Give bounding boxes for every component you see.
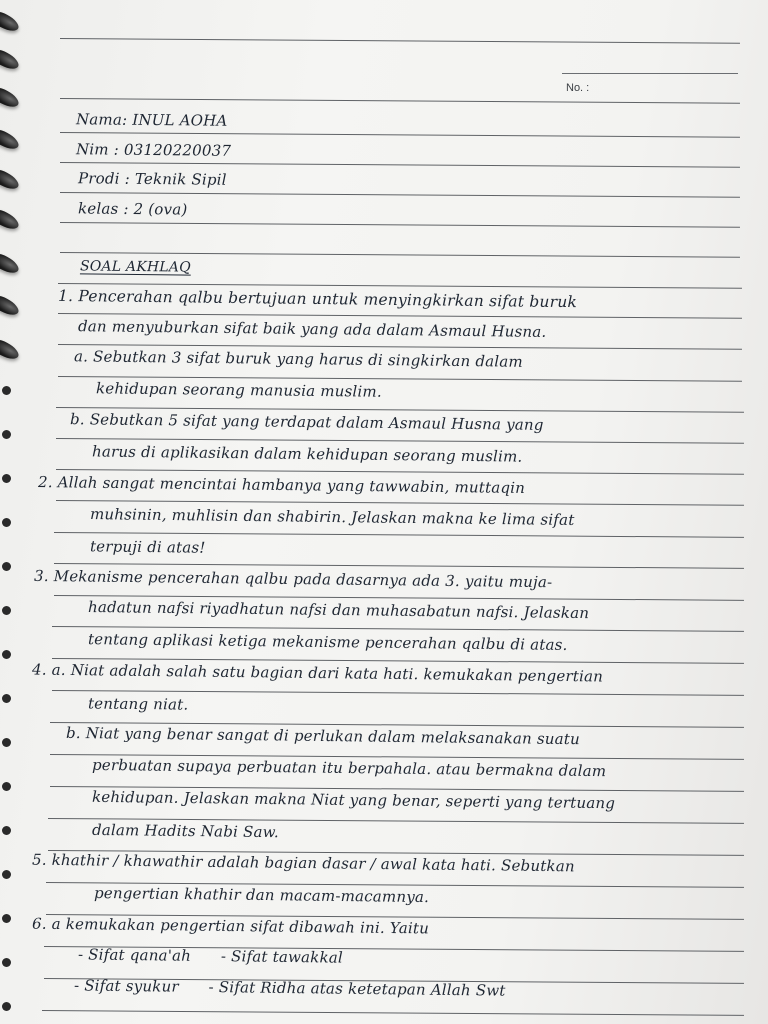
punch-hole [2, 738, 11, 747]
spiral-ring [0, 205, 21, 232]
kelas-line: kelas : 2 (ova) [77, 199, 188, 219]
body-line: tentang aplikasi ketiga mekanisme pencerahan qalbu di atas. [87, 630, 568, 654]
punch-hole [2, 474, 11, 483]
ruled-line [60, 162, 740, 168]
number-field-line [562, 73, 738, 74]
ruled-line [42, 1010, 744, 1016]
punch-hole [2, 782, 11, 791]
body-line: tentang niat. [87, 694, 189, 714]
punch-hole [2, 386, 11, 395]
body-line: a. Sebutkan 3 sifat buruk yang harus di singkirkan dalam [73, 347, 524, 371]
punch-hole [2, 870, 11, 879]
body-line: - Sifat syukur - Sifat Ridha atas ketetapan Allah Swt [73, 976, 506, 1000]
punch-hole [2, 826, 11, 835]
body-line: kehidupan. Jelaskan makna Niat yang benar, seperti yang tertuang [91, 787, 616, 813]
punch-hole [2, 562, 11, 571]
body-line: muhsinin, muhlisin dan shabirin. Jelaskan makna ke lima sifat [89, 505, 575, 529]
nim-line: Nim : 03120220037 [75, 140, 232, 160]
prodi-line: Prodi : Teknik Sipil [77, 169, 227, 189]
spiral-ring [0, 291, 21, 318]
name-line: Nama: INUL AOHA [75, 110, 228, 130]
body-line: - Sifat qana'ah - Sifat tawakkal [77, 945, 344, 967]
punch-hole [2, 606, 11, 615]
body-line: b. Sebutkan 5 sifat yang terdapat dalam Asmaul Husna yang [69, 410, 544, 434]
punch-hole [2, 650, 11, 659]
punch-hole [2, 958, 11, 967]
spiral-ring [0, 165, 21, 192]
body-line: 4. a. Niat adalah salah satu bagian dari kata hati. kemukakan pengertian [31, 660, 604, 686]
body-line: perbuatan supaya perbuatan itu berpahala. atau bermakna dalam [91, 755, 607, 781]
ruled-line [60, 252, 740, 258]
body-line: 3. Mekanisme pencerahan qalbu pada dasarnya ada 3. yaitu muja- [33, 566, 553, 592]
punch-hole [2, 694, 11, 703]
spiral-ring [0, 249, 21, 276]
spiral-ring [0, 335, 21, 362]
spiral-ring [0, 7, 21, 34]
body-line: 5. khathir / khawathir adalah bagian dasar / awal kata hati. Sebutkan [31, 850, 575, 876]
spiral-ring [0, 45, 21, 72]
number-label: No. : [566, 82, 590, 94]
ruled-line [60, 192, 740, 198]
ruled-line [60, 38, 740, 44]
punch-hole [2, 914, 11, 923]
ruled-line [60, 132, 740, 138]
body-line: dalam Hadits Nabi Saw. [91, 820, 279, 842]
ruled-line [54, 532, 744, 538]
spiral-ring [0, 83, 21, 110]
ruled-line [60, 222, 740, 228]
body-line: harus di aplikasikan dalam kehidupan seorang muslim. [91, 442, 523, 466]
body-line: terpuji di atas! [89, 537, 206, 557]
body-line: dan menyuburkan sifat baik yang ada dalam Asmaul Husna. [77, 317, 547, 341]
spiral-ring [0, 125, 21, 152]
body-line: 6. a kemukakan pengertian sifat dibawah ini. Yaitu [31, 914, 430, 938]
punch-hole [2, 518, 11, 527]
body-line: b. Niat yang benar sangat di perlukan dalam melaksanakan suatu [65, 723, 581, 749]
punch-hole [2, 1002, 11, 1011]
body-line: 1. Pencerahan qalbu bertujuan untuk menyingkirkan sifat buruk [57, 286, 578, 312]
body-line: 2. Allah sangat mencintai hambanya yang tawwabin, muttaqin [37, 473, 526, 497]
body-line: kehidupan seorang manusia muslim. [95, 379, 382, 401]
body-line: pengertian khathir dan macam-macamnya. [93, 883, 430, 907]
body-line: hadatun nafsi riyadhatun nafsi dan muhasabatun nafsi. Jelaskan [87, 597, 590, 623]
ruled-line [60, 98, 740, 104]
punch-hole [2, 430, 11, 439]
section-title: SOAL AKHLAQ [79, 258, 191, 276]
